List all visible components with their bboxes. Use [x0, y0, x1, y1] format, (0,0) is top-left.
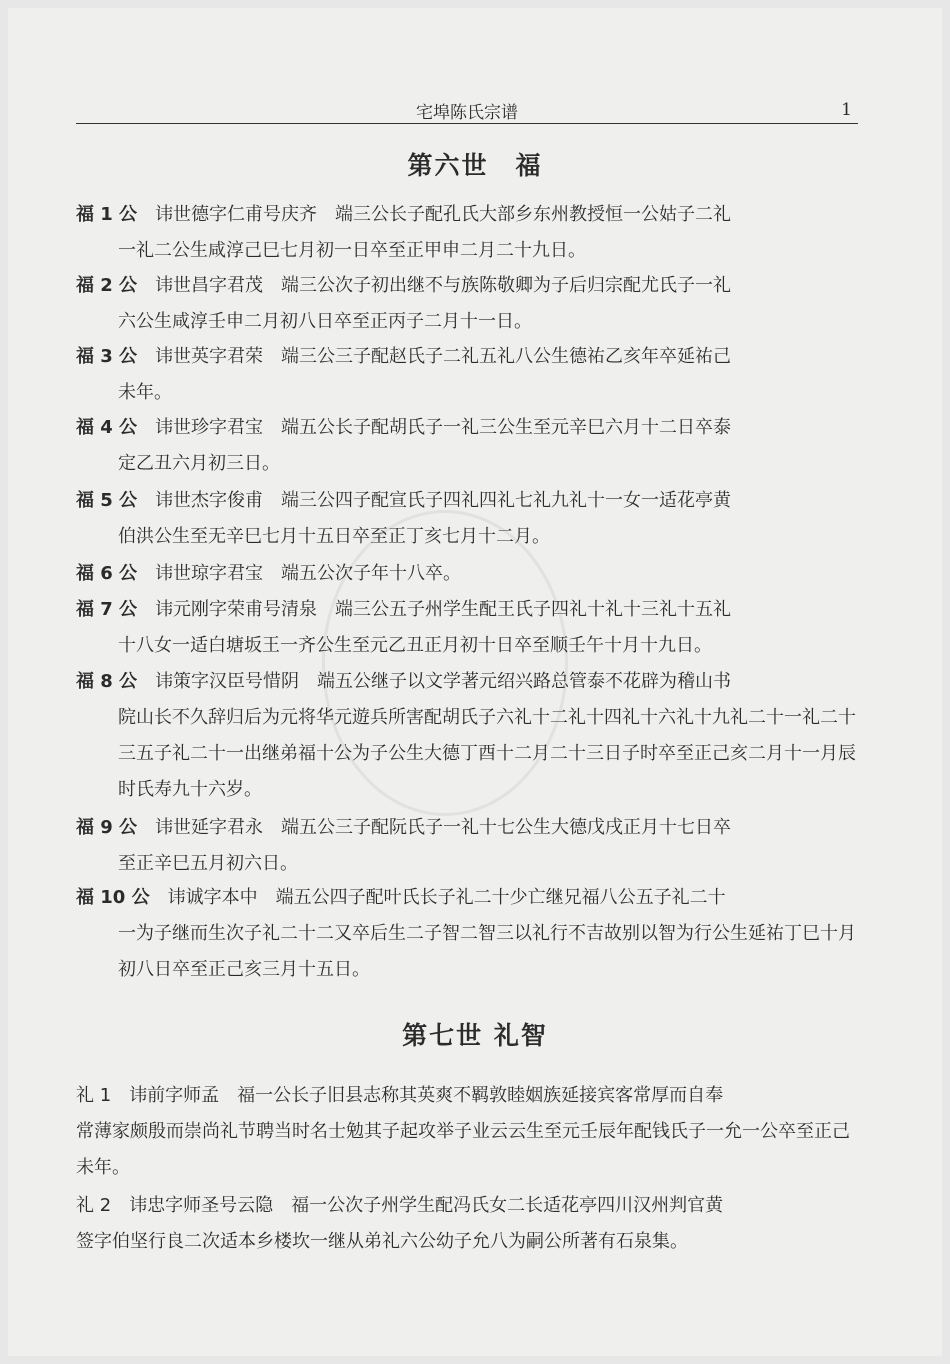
entry-text: 讳世延字君永 端五公三子配阮氏子一礼十七公生大德戊戌正月十七日卒	[155, 817, 732, 838]
entry-fu-2	[76, 268, 858, 340]
entry-continuation: 至正辛巳五月初六日。	[118, 853, 298, 874]
entry-label: 福 10 公	[76, 887, 150, 908]
entry-label: 福 4 公	[76, 417, 138, 438]
entry-continuation: 十八女一适白塘坂王一齐公生至元乙丑正月初十日卒至顺壬午十月十九日。	[118, 635, 712, 656]
entry-text: 讳策字汉臣号惜阴 端五公继子以文学著元绍兴路总管泰不花辟为稽山书	[155, 671, 732, 692]
entry-continuation: 常薄家颇殷而崇尚礼节聘当时名士勉其子起攻举子业云云生至元壬辰年配钱氏子一允一公卒至正己未年。	[76, 1121, 850, 1178]
entry-fu-7	[76, 592, 858, 664]
entry-continuation: 签字伯坚行良二次适本乡楼坎一继从弟礼六公幼子允八为嗣公所著有石泉集。	[76, 1231, 688, 1252]
entry-fu-5	[76, 483, 858, 555]
entry-text: 讳诚字本中 端五公四子配叶氏长子礼二十少亡继兄福八公五子礼二十	[167, 887, 726, 908]
entry-fu-10	[76, 880, 858, 988]
entry-text: 讳元刚字荣甫号清泉 端三公五子州学生配王氏子四礼十礼十三礼十五礼	[155, 599, 732, 620]
entry-fu-1	[76, 197, 858, 269]
entry-continuation: 六公生咸淳壬申二月初八日卒至正丙子二月十一日。	[118, 311, 532, 332]
entry-label: 福 8 公	[76, 671, 138, 692]
section-title: 第七世 礼智	[402, 1021, 548, 1050]
page-number: 1	[841, 100, 852, 120]
entry-label: 福 3 公	[76, 346, 138, 367]
running-header	[76, 98, 858, 124]
entry-continuation: 一礼二公生咸淳己巳七月初一日卒至正甲申二月二十九日。	[118, 240, 586, 261]
entry-text: 讳世琼字君宝 端五公次子年十八卒。	[155, 563, 462, 584]
header-title: 宅埠陈氏宗谱	[416, 103, 518, 123]
entry-fu-6	[76, 556, 858, 592]
entry-text: 讳世德字仁甫号庆齐 端三公长子配孔氏大部乡东州教授恒一公姑子二礼	[155, 204, 732, 225]
entry-label: 福 5 公	[76, 490, 138, 511]
entry-fu-4	[76, 410, 858, 482]
entry-text: 讳世珍字君宝 端五公长子配胡氏子一礼三公生至元辛巳六月十二日卒泰	[155, 417, 732, 438]
entry-text: 讳世英字君荣 端三公三子配赵氏子二礼五礼八公生德祐乙亥年卒延祐己	[155, 346, 732, 367]
entry-label: 福 7 公	[76, 599, 138, 620]
entry-text: 讳忠字师圣号云隐 福一公次子州学生配冯氏女二长适花亭四川汉州判官黄	[129, 1195, 724, 1216]
entry-text: 讳前字师孟 福一公长子旧县志称其英爽不羁敦睦姻族延接宾客常厚而自奉	[129, 1085, 724, 1106]
entry-label: 福 1 公	[76, 204, 138, 225]
entry-label: 福 2 公	[76, 275, 138, 296]
entry-continuation: 未年。	[118, 382, 172, 403]
entry-label: 礼 1	[76, 1085, 112, 1106]
entry-continuation: 伯洪公生至无辛巳七月十五日卒至正丁亥七月十二月。	[118, 526, 550, 547]
entry-fu-3	[76, 339, 858, 411]
entry-continuation: 定乙丑六月初三日。	[118, 453, 280, 474]
entry-continuation: 院山长不久辞归后为元将华元遊兵所害配胡氏子六礼十二礼十四礼十六礼十九礼二十一礼二十三五子礼二十一出继弟福十公为子公生大德丁酉十二月二十三日子时卒至正己亥二月十一月辰时氏寿九十六岁。	[118, 707, 856, 800]
entry-label: 礼 2	[76, 1195, 112, 1216]
entry-continuation: 一为子继而生次子礼二十二又卒后生二子智二智三以礼行不吉故别以智为行公生延祐丁巳十月初八日卒至正己亥三月十五日。	[118, 923, 856, 980]
header-rule	[76, 123, 858, 124]
entry-label: 福 9 公	[76, 817, 138, 838]
entry-text: 讳世昌字君茂 端三公次子初出继不与族陈敬卿为子后归宗配尤氏子一礼	[155, 275, 732, 296]
section-title: 第六世 福	[407, 151, 543, 180]
entry-label: 福 6 公	[76, 563, 138, 584]
entry-li-1	[76, 1078, 858, 1186]
entry-li-2	[76, 1188, 858, 1260]
entry-text: 讳世杰字俊甫 端三公四子配宣氏子四礼四礼七礼九礼十一女一适花亭黄	[155, 490, 732, 511]
entry-fu-8	[76, 664, 858, 808]
entry-fu-9	[76, 810, 858, 882]
